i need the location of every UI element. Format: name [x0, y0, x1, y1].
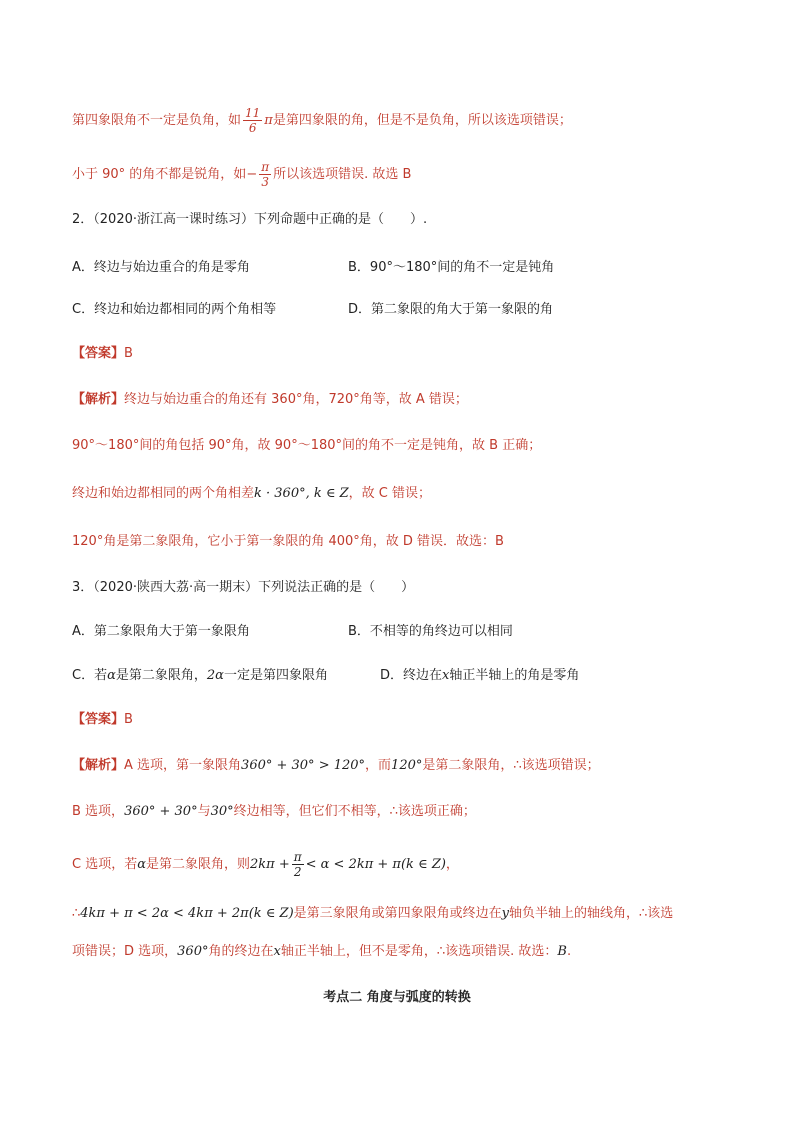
math-expression: k · 360°, k ∈ Z	[254, 486, 349, 501]
analysis-text: B 选项，	[72, 804, 125, 819]
option-a: A．第二象限角大于第一象限角	[72, 624, 250, 639]
math-expression: 4kπ + π < 2α < 4kπ + 2π(k ∈ Z)	[80, 906, 294, 921]
analysis-text: 是第二象限角，则	[146, 857, 251, 872]
text-segment: 所以该选项错误. 故选 B	[273, 167, 412, 182]
option-text: C．若	[72, 668, 108, 683]
option-text: D．终边在	[380, 668, 443, 683]
math-expression: 360° + 30°	[124, 804, 198, 819]
answer-line	[72, 710, 133, 730]
math-symbol: α	[107, 668, 116, 683]
analysis-line	[72, 390, 468, 410]
math-symbol: α	[137, 857, 146, 872]
math-symbol: x	[442, 668, 450, 683]
answer-line	[72, 344, 133, 364]
math-symbol: x	[273, 944, 281, 959]
question-stem: 3．（2020·陕西大荔·高一期末）下列说法正确的是（ ）	[72, 580, 415, 595]
math-expression: 2kπ +	[250, 857, 290, 872]
analysis-text: 是第二象限角，∴该选项错误；	[422, 758, 600, 773]
analysis-line: 120°角是第二象限角，它小于第一象限的角 400°角，故 D 错误．故选：B	[72, 534, 504, 549]
math-expression: 360° + 30° > 120°	[241, 758, 366, 773]
fraction-denominator: 6	[248, 121, 257, 135]
analysis-text: 终边相等，但它们不相等，∴该选项正确；	[233, 804, 476, 819]
answer-value: B	[124, 346, 133, 361]
math-symbol: π	[264, 113, 273, 128]
fraction-numerator: π	[293, 850, 302, 864]
math-symbol: y	[501, 906, 510, 921]
analysis-line	[72, 756, 600, 776]
fraction-numerator: 11	[245, 106, 261, 120]
analysis-line	[72, 850, 459, 879]
section-title: 考点二 角度与弧度的转换	[323, 990, 471, 1005]
analysis-line	[72, 942, 571, 962]
option-d	[380, 666, 579, 686]
analysis-line: 90°～180°间的角包括 90°角，故 90°～180°间的角不一定是钝角，故 B 正确；	[72, 438, 542, 453]
answer-tag: 【答案】	[72, 712, 125, 727]
answer-value: B	[124, 712, 133, 727]
analysis-text: ∴	[72, 906, 81, 921]
option-c: C．终边和始边都相同的两个角相等	[72, 302, 277, 317]
analysis-text: 轴负半轴上的轴线角，∴该选	[509, 906, 674, 921]
text-segment: 小于 90° 的角不都是锐角，如	[72, 167, 247, 182]
text-segment: 是第四象限的角，但是不是负角，所以该选项错误；	[272, 113, 572, 128]
analysis-text: 与	[197, 804, 211, 819]
analysis-text: 轴正半轴上，但不是零角，∴该选项错误. 故选：	[280, 944, 558, 959]
analysis-text: ，	[445, 857, 459, 872]
option-b: B．不相等的角终边可以相同	[348, 624, 513, 639]
analysis-tag: 【解析】	[72, 758, 125, 773]
option-text: 轴正半轴上的角是零角	[449, 668, 580, 683]
analysis-text: 项错误；D 选项，	[72, 944, 178, 959]
fraction	[243, 106, 262, 135]
analysis-text: C 选项，若	[72, 857, 138, 872]
math-symbol: B	[557, 944, 567, 959]
analysis-tag: 【解析】	[72, 392, 125, 407]
analysis-text: .	[566, 944, 572, 959]
math-expression: < α < 2kπ + π(k ∈ Z)	[305, 857, 446, 872]
math-expression: 120°	[391, 758, 423, 773]
analysis-text: ，故 C 错误；	[348, 486, 432, 501]
math-expression: 30°	[210, 804, 234, 819]
text-line	[72, 160, 411, 189]
math-symbol: 2α	[206, 668, 224, 683]
analysis-line	[72, 484, 431, 504]
analysis-text: 角的终边在	[208, 944, 274, 959]
math-expression: 360°	[177, 944, 209, 959]
analysis-text: 是第三象限角或第四象限角或终边在	[293, 906, 502, 921]
fraction	[292, 850, 304, 879]
option-a: A．终边与始边重合的角是零角	[72, 260, 250, 275]
analysis-text: 终边和始边都相同的两个角相差	[72, 486, 255, 501]
fraction-denominator: 3	[261, 175, 269, 189]
math-symbol: −	[246, 167, 258, 182]
question-stem: 2．（2020·浙江高一课时练习）下列命题中正确的是（ ）.	[72, 212, 428, 227]
analysis-line	[72, 802, 476, 822]
analysis-line	[72, 904, 673, 924]
option-text: 一定是第四象限角	[223, 668, 328, 683]
fraction-denominator: 2	[293, 865, 302, 879]
analysis-text: ，而	[365, 758, 392, 773]
option-c	[72, 666, 328, 686]
analysis-text: 终边与始边重合的角还有 360°角，720°角等，故 A 错误；	[124, 392, 468, 407]
fraction	[259, 160, 271, 189]
option-b: B．90°～180°间的角不一定是钝角	[348, 260, 555, 275]
answer-tag: 【答案】	[72, 346, 125, 361]
text-line	[72, 106, 572, 135]
text-segment: 第四象限角不一定是负角，如	[72, 113, 242, 128]
option-text: 是第二象限角，	[115, 668, 207, 683]
fraction-numerator: π	[261, 160, 270, 174]
analysis-text: A 选项，第一象限角	[124, 758, 242, 773]
option-d: D．第二象限的角大于第一象限的角	[348, 302, 554, 317]
